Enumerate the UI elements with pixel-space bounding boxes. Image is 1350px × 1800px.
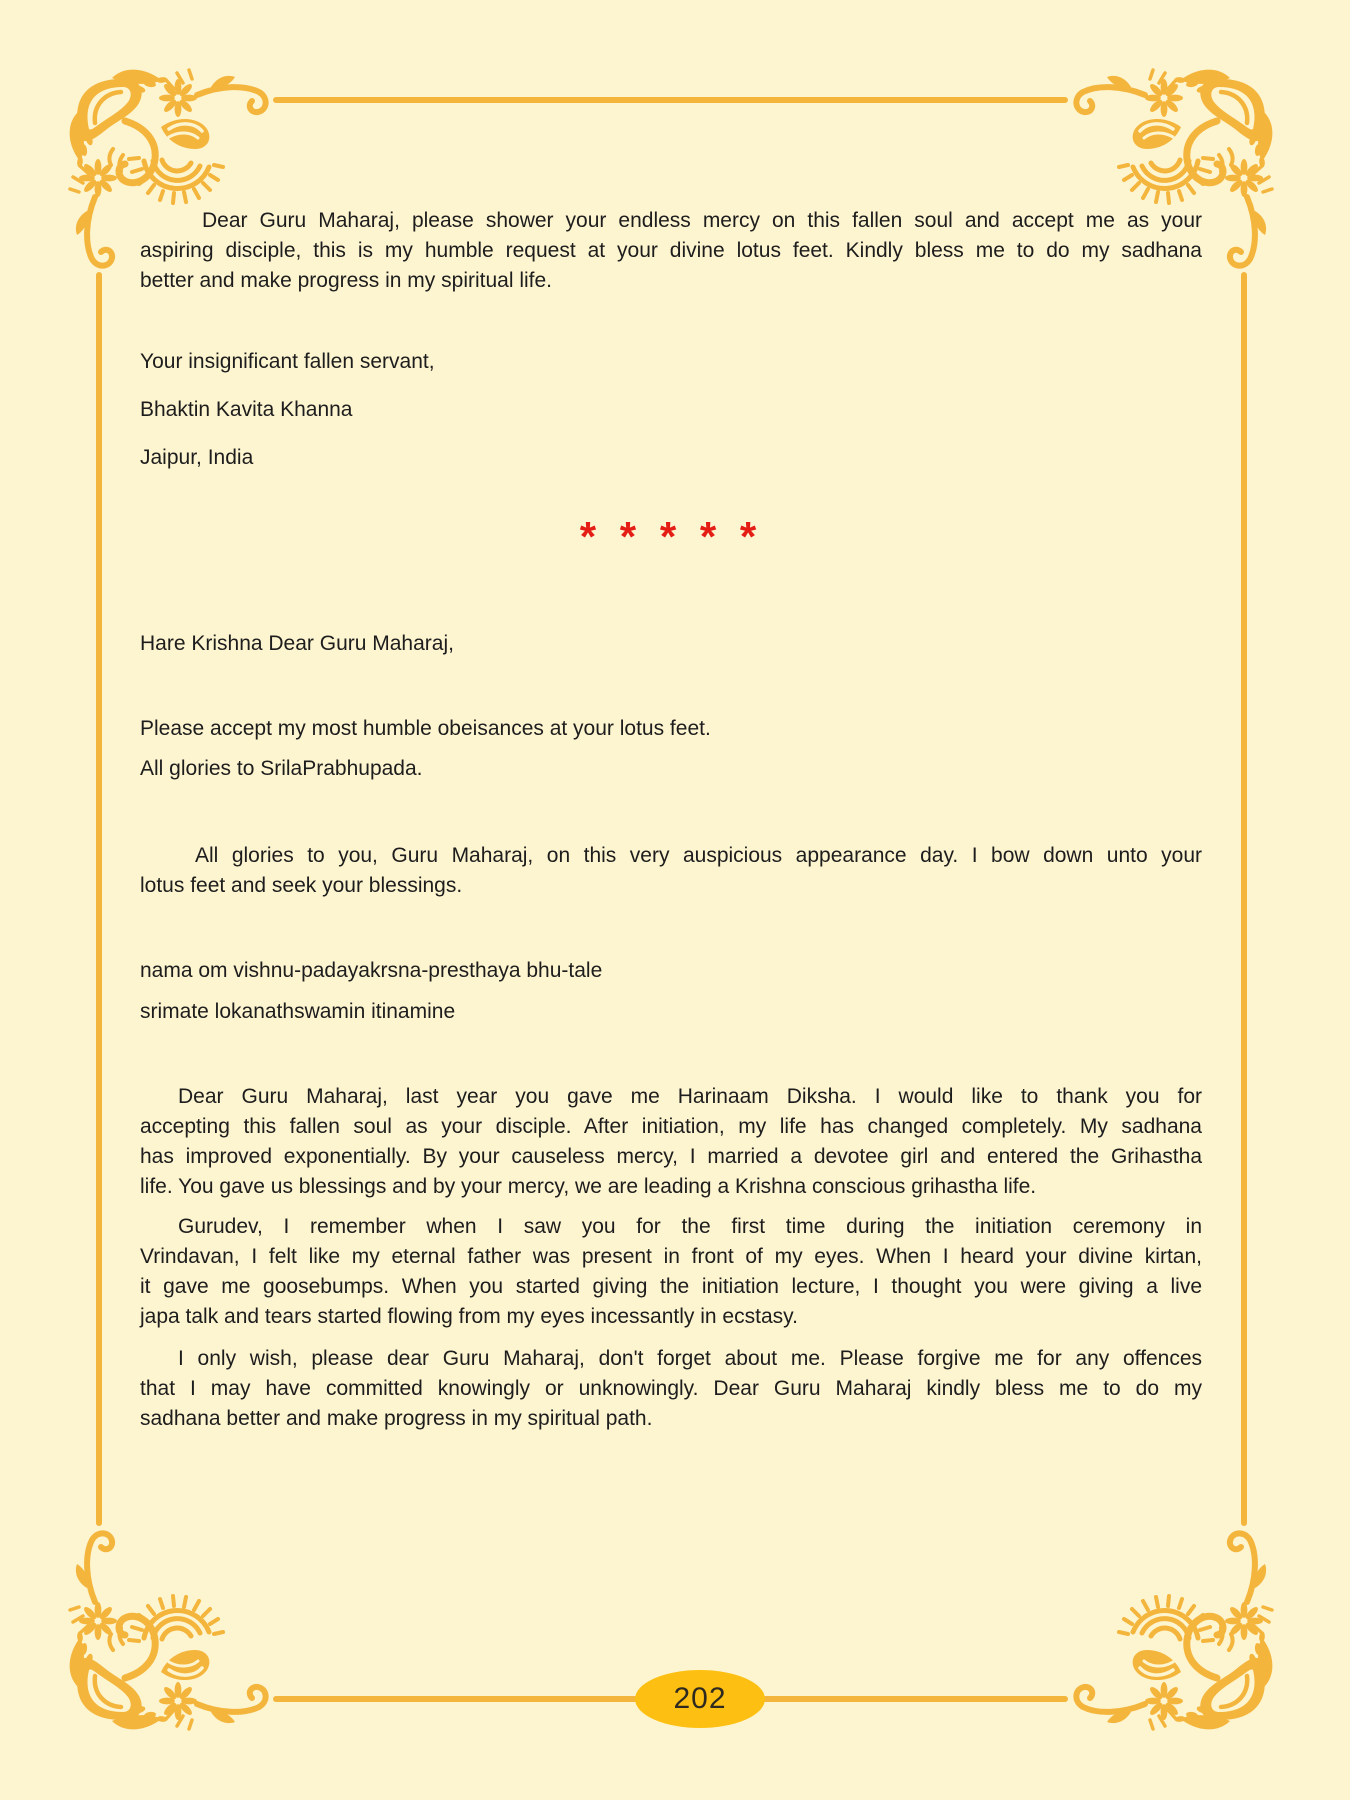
- signature-name-line: [140, 395, 1202, 425]
- text-line: Dear Guru Maharaj, last year you gave me Harinaam Diksha. I would like to thank you for: [178, 1085, 1202, 1108]
- text-line: Hare Krishna Dear Guru Maharaj,: [140, 632, 454, 655]
- text-line: aspiring disciple, this is my humble request at your divine lotus feet. Kindly bless me to do my sadhana: [140, 239, 1202, 262]
- page-number-badge: [635, 1670, 765, 1728]
- paragraph-request: [140, 206, 1202, 296]
- text-line: accepting this fallen soul as your disciple. After initiation, my life has changed completely. My sadhana: [140, 1115, 1202, 1138]
- text-line: Dear Guru Maharaj, please shower your endless mercy on this fallen soul and accept me as your: [202, 209, 1202, 232]
- text-line: All glories to you, Guru Maharaj, on this very auspicious appearance day. I bow down unto your: [195, 844, 1202, 867]
- signature-place-line: [140, 443, 1202, 473]
- text-line: Vrindavan, I felt like my eternal father was present in front of my eyes. When I heard your divine kirtan,: [140, 1245, 1202, 1268]
- text-line: better and make progress in my spiritual life.: [140, 269, 553, 292]
- text-line: Gurudev, I remember when I saw you for the first time during the initiation ceremony in: [178, 1215, 1202, 1238]
- text-line: Bhaktin Kavita Khanna: [140, 398, 353, 421]
- salutation-line: [140, 629, 1202, 659]
- text-line: srimate lokanathswamin itinamine: [140, 1000, 456, 1023]
- paragraph-appearance-day: [140, 841, 1202, 901]
- paragraph-first-meeting: [140, 1212, 1202, 1332]
- text-line: Jaipur, India: [140, 446, 254, 469]
- text-line: Please accept my most humble obeisances at your lotus feet.: [140, 717, 711, 740]
- text-line: Your insignificant fallen servant,: [140, 350, 435, 373]
- asterisk-separator: * * * * *: [579, 513, 763, 560]
- text-line: japa talk and tears started flowing from my eyes incessantly in ecstasy.: [140, 1305, 798, 1328]
- page-number: 202: [673, 1682, 727, 1715]
- paragraph-final-wish: [140, 1344, 1202, 1434]
- border-line-left: [96, 272, 102, 1526]
- text-line: life. You gave us blessings and by your mercy, we are leading a Krishna conscious grihastha life.: [140, 1175, 1037, 1198]
- border-line-right: [1241, 272, 1247, 1526]
- text-line: that I may have committed knowingly or unknowingly. Dear Guru Maharaj kindly bless me to do my: [140, 1377, 1202, 1400]
- text-line: has improved exponentially. By your causeless mercy, I married a devotee girl and entered the Grihastha: [140, 1145, 1202, 1168]
- text-line: sadhana better and make progress in my spiritual path.: [140, 1407, 653, 1430]
- mantra-line-2: [140, 997, 1202, 1027]
- obeisance-line-2: [140, 754, 1202, 784]
- text-line: I only wish, please dear Guru Maharaj, don't forget about me. Please forgive me for any offences: [178, 1347, 1202, 1370]
- text-line: nama om vishnu-padayakrsna-presthaya bhu-tale: [140, 959, 603, 982]
- obeisance-line-1: [140, 714, 1202, 744]
- letter-text: [140, 0, 1202, 1800]
- text-line: All glories to SrilaPrabhupada.: [140, 757, 423, 780]
- text-line: lotus feet and seek your blessings.: [140, 874, 463, 897]
- signature-closing-line: [140, 347, 1202, 377]
- mantra-line-1: [140, 956, 1202, 986]
- text-line: it gave me goosebumps. When you started giving the initiation lecture, I thought you were giving a live: [140, 1275, 1202, 1298]
- paragraph-gratitude: [140, 1082, 1202, 1202]
